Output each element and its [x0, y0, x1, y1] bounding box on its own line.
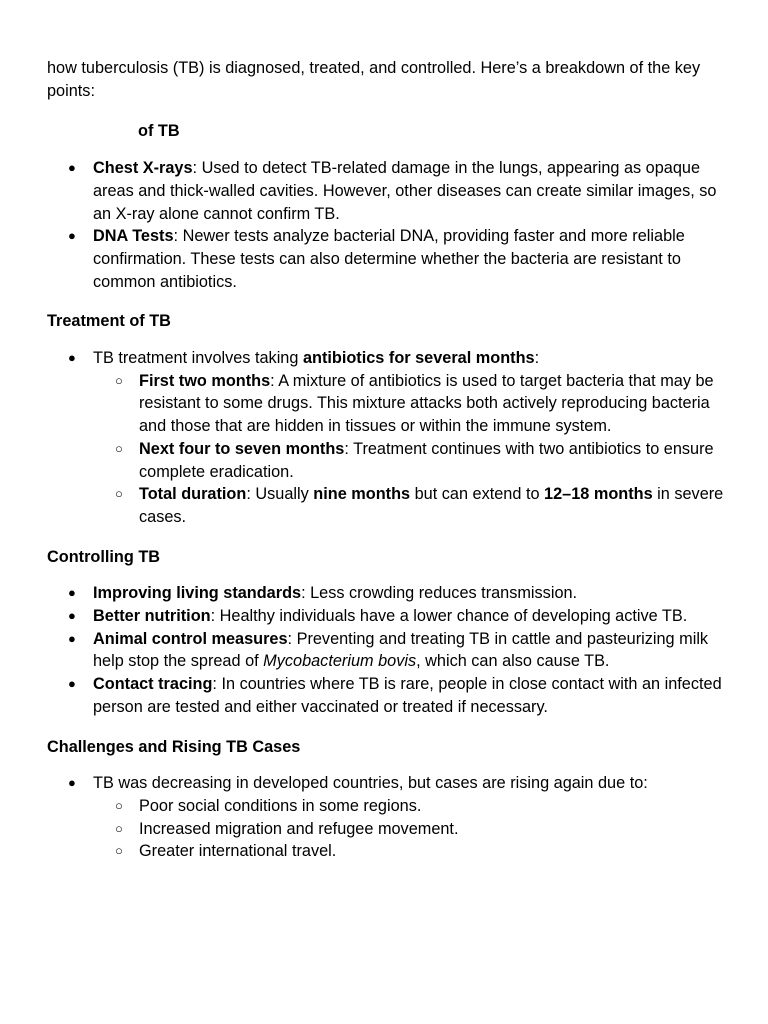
list-item: [47, 772, 727, 863]
item-text: : Treatment continues with two antibiotics to ensure complete eradication.: [139, 439, 714, 481]
sublist-item: [93, 438, 727, 483]
item-term: 12–18 months: [544, 485, 653, 504]
species-name: Mycobacterium bovis: [263, 652, 417, 671]
item-text: : Newer tests analyze bacterial DNA, providing faster and more reliable confirmation. These tests can also determine whether the bacteria are resistant to common antibiotics.: [93, 227, 685, 291]
item-text: : Less crowding reduces transmission.: [301, 584, 578, 603]
sublist-item: [93, 370, 727, 438]
treatment-sublist: [93, 370, 727, 529]
item-text: : Healthy individuals have a lower chance of developing active TB.: [210, 607, 688, 626]
item-term: Improving living standards: [93, 584, 302, 603]
item-term: antibiotics for several months: [302, 349, 535, 368]
item-text: TB treatment involves taking: [93, 349, 303, 368]
item-text: :: [534, 349, 540, 368]
list-item: [47, 605, 727, 628]
treatment-list: [47, 347, 727, 529]
controlling-list: [47, 582, 727, 718]
item-term: Total duration: [139, 485, 247, 504]
item-term: DNA Tests: [93, 227, 174, 246]
list-item: [47, 628, 727, 673]
challenges-sublist: [93, 795, 727, 863]
item-text: : Usually: [246, 485, 314, 504]
item-text: but can extend to: [410, 485, 545, 504]
diagnosis-list: [47, 157, 727, 293]
item-term: First two months: [139, 371, 271, 390]
item-term: Chest X-rays: [93, 159, 193, 178]
sublist-item: ○ Poor social conditions in some regions.: [93, 795, 727, 818]
list-item: [47, 673, 727, 718]
item-term: Next four to seven months: [139, 439, 345, 458]
item-text: : Used to detect TB-related damage in the lungs, appearing as opaque areas and thick-walled cavities. However, other diseases can create similar images, so an X-ray alone cannot confirm TB.: [93, 159, 717, 223]
item-text: in severe cases.: [139, 485, 724, 526]
sublist-item: ○ Greater international travel.: [93, 840, 727, 863]
challenges-heading: Challenges and Rising TB Cases: [47, 737, 301, 756]
treatment-heading: Treatment of TB: [47, 312, 171, 331]
item-term: Animal control measures: [93, 629, 288, 648]
list-item: [47, 347, 727, 529]
item-text: : A mixture of antibiotics is used to target bacteria that may be resistant to some drugs. This mixture attacks both actively reproducing bacteria and those that are hidden in tissues or within the immune system.: [139, 371, 714, 436]
challenges-list: [47, 772, 727, 863]
diagnosis-subheading: of TB: [138, 122, 180, 141]
item-text: , which can also cause TB.: [416, 652, 610, 671]
list-item: [47, 157, 727, 225]
controlling-heading: Controlling TB: [47, 547, 161, 566]
sublist-item: ○ Increased migration and refugee movement.: [93, 818, 727, 841]
list-item: [47, 582, 727, 605]
list-item: [47, 225, 727, 293]
item-text: TB was decreasing in developed countries, but cases are rising again due to:: [93, 774, 648, 793]
intro-paragraph: how tuberculosis (TB) is diagnosed, treated, and controlled. Here’s a breakdown of the key points:: [47, 59, 701, 100]
sublist-item: [93, 483, 727, 528]
item-term: nine months: [313, 485, 411, 504]
item-text: : In countries where TB is rare, people in close contact with an infected person are tested and either vaccinated or treated if necessary.: [93, 675, 722, 716]
item-term: Better nutrition: [93, 607, 211, 626]
item-text: : Preventing and treating TB in cattle and pasteurizing milk help stop the spread of: [93, 629, 709, 671]
document-page: [47, 57, 727, 863]
item-term: Contact tracing: [93, 675, 213, 694]
